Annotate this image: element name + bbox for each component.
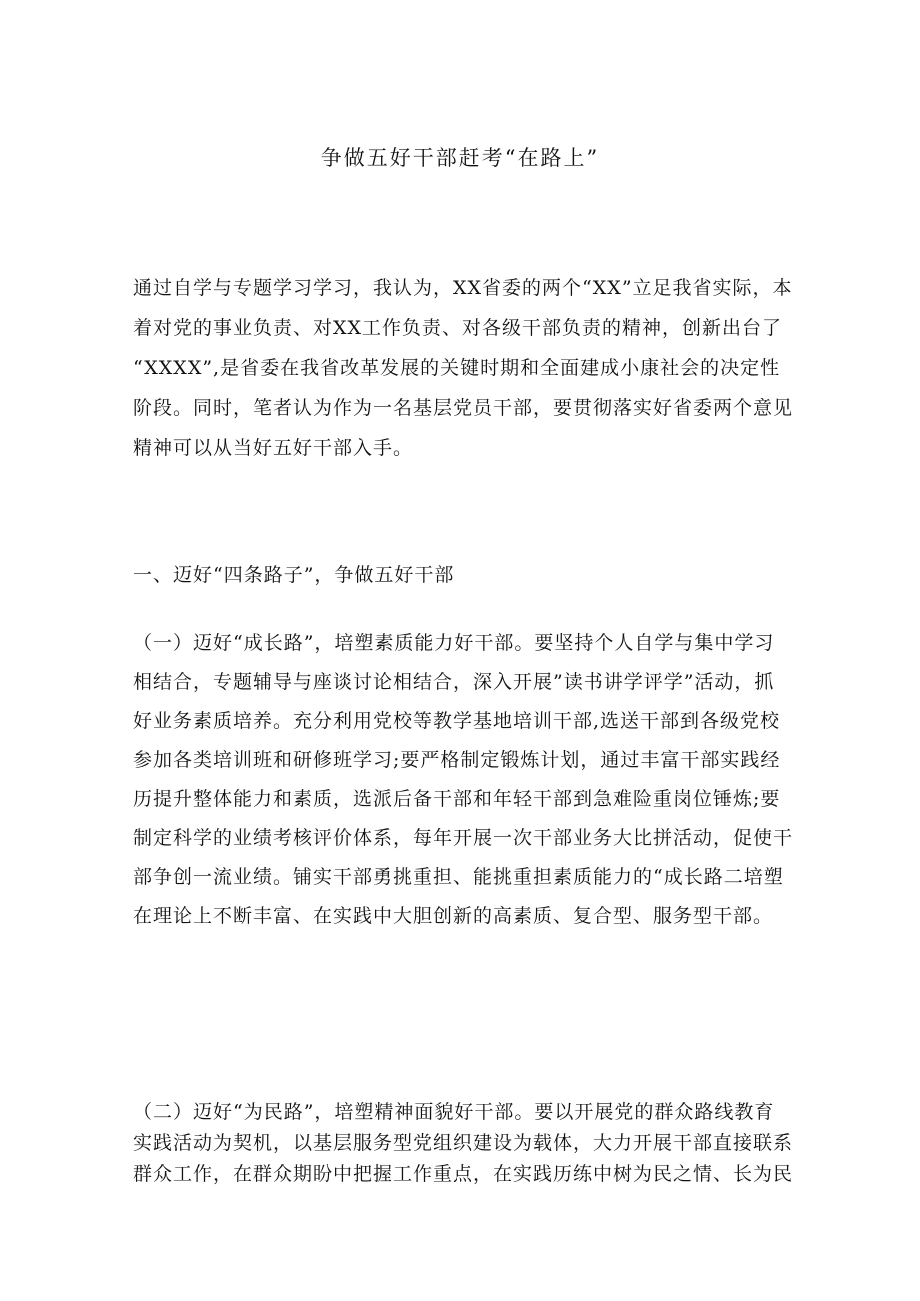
document-title: 争做五好干部赶考“在路上”: [320, 146, 600, 170]
text-line: 通过自学与专题学习学习，我认为，XX省委的两个“XX”立足我省实际，本: [133, 277, 793, 299]
text-line: 相结合，专题辅导与座谈讨论相结合，深入开展”读书讲学评学”活动，抓: [133, 671, 775, 693]
intro-paragraph: [133, 268, 793, 468]
item-two-paragraph: [133, 1097, 793, 1190]
text-line: （一）迈好“成长路”，培塑素质能力好干部。要坚持个人自学与集中学习: [133, 632, 775, 654]
section-heading-text: 一、迈好“四条路子”，争做五好干部: [133, 564, 455, 586]
text-line: 实践活动为契机，以基层服务型党组织建设为载体，大力开展干部直接联系: [133, 1132, 793, 1154]
section-heading: [133, 558, 793, 592]
text-line: 着对党的事业负责、对XX工作负责、对各级干部负责的精神，创新出台了: [133, 317, 783, 339]
text-line: 制定科学的业绩考核评价体系，每年开展一次干部业务大比拼活动，促使干: [133, 827, 793, 849]
text-line: （二）迈好“为民路”，培塑精神面貌好干部。要以开展党的群众路线教育: [133, 1101, 775, 1123]
text-line: 部争创一流业绩。铺实干部勇挑重担、能挑重担素质能力的“成长路二培塑: [133, 866, 784, 888]
text-line: “XXXX”,是省委在我省改革发展的关键时期和全面建成小康社会的决定性: [133, 357, 781, 379]
text-line: 好业务素质培养。充分利用党校等教学基地培训干部,选送干部到各级党校: [133, 710, 781, 732]
text-line: 历提升整体能力和素质，选派后备干部和年轻干部到急难险重岗位锤炼;要: [133, 788, 781, 810]
text-line: 精神可以从当好五好干部入手。: [133, 437, 414, 459]
text-line: 群众工作，在群众期盼中把握工作重点，在实践历练中树为民之情、长为民: [133, 1163, 793, 1185]
item-one-paragraph: [133, 624, 793, 936]
text-line: 参加各类培训班和研修班学习;要严格制定锻炼计划，通过丰富干部实践经: [133, 749, 781, 771]
text-line: 在理论上不断丰富、在实践中大胆创新的高素质、复合型、服务型干部。: [133, 905, 774, 927]
text-line: 阶段。同时，笔者认为作为一名基层党员干部，要贯彻落实好省委两个意见: [133, 397, 793, 419]
